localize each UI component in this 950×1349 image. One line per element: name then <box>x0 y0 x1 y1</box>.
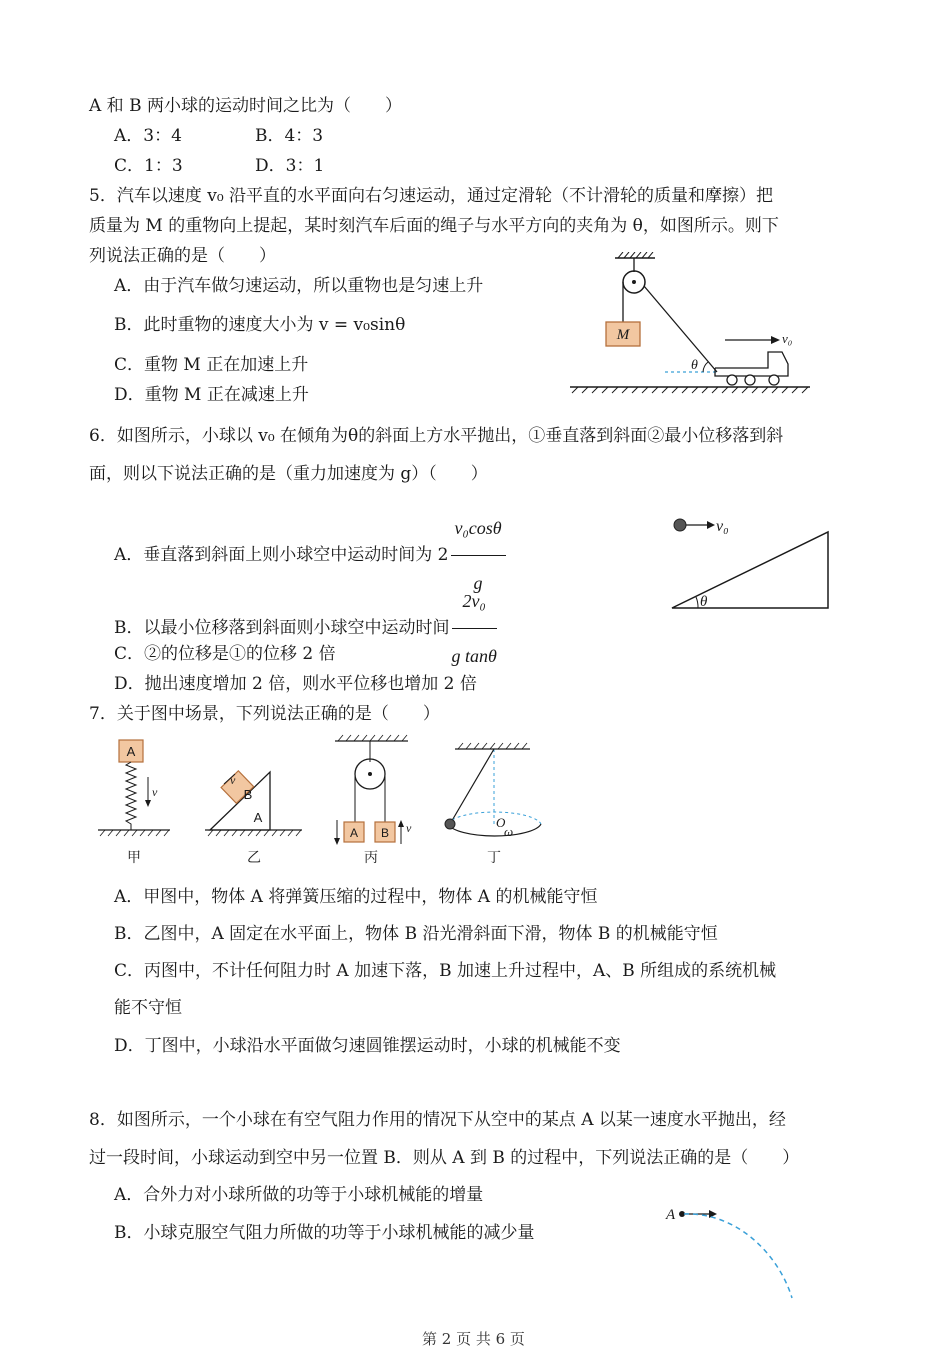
q6-option-b-text: B．以最小位移落到斜面则小球空中运动时间 <box>114 618 450 638</box>
q6-option-a-denominator: g <box>473 573 483 593</box>
q8-point-a-label: A <box>666 1207 676 1223</box>
q7-option-c: C．丙图中，不计任何阻力时 A 加速下落，B 加速上升过程中，A、B 所组成的系统机械 <box>114 961 777 981</box>
q4-option-b: B．4：3 <box>255 126 324 146</box>
q7-option-d: D．丁图中，小球沿水平面做匀速圆锥摆运动时，小球的机械能不变 <box>114 1036 621 1056</box>
q7-scene-bing <box>334 735 412 866</box>
q5-theta-label: θ <box>691 358 698 373</box>
svg-text:丙: 丙 <box>364 850 378 866</box>
page-footer: 第 2 页 共 6 页 <box>422 1330 525 1348</box>
q8-stem-line1: 8．如图所示，一个小球在有空气阻力作用的情况下从空中的某点 A 以某一速度水平抛出，经 <box>89 1110 786 1130</box>
q6-option-b-numerator: 2v₀ <box>452 575 497 629</box>
q7-scene-ding <box>445 743 541 866</box>
q7-scenes-figure <box>90 732 550 867</box>
q5-stem-line2: 质量为 M 的重物向上提起，某时刻汽车后面的绳子与水平方向的夹角为 θ，如图所示。则下 <box>89 216 779 236</box>
q5-mass-label: M <box>616 327 630 343</box>
svg-text:v: v <box>406 821 412 835</box>
svg-text:v: v <box>230 773 236 787</box>
q6-theta-label: θ <box>700 594 708 610</box>
svg-text:丁: 丁 <box>487 850 501 866</box>
q7-scene-jia <box>98 740 170 866</box>
q8-option-a: A．合外力对小球所做的功等于小球机械能的增量 <box>114 1185 484 1205</box>
q6-ball-icon <box>674 519 686 531</box>
q6-incline-figure <box>660 510 840 615</box>
q6-option-a-text: A．垂直落到斜面上则小球空中运动时间为 2 <box>114 545 449 565</box>
q6-stem-line1: 6．如图所示，小球以 v₀ 在倾角为θ的斜面上方水平抛出，①垂直落到斜面②最小位移落到斜 <box>89 426 784 446</box>
svg-text:乙: 乙 <box>247 850 261 866</box>
q5-option-c: C．重物 M 正在加速上升 <box>114 355 309 375</box>
q8-trajectory-path <box>684 1214 792 1298</box>
q6-option-b <box>114 575 499 682</box>
q7-option-a: A．甲图中，物体 A 将弹簧压缩的过程中，物体 A 的机械能守恒 <box>114 887 598 907</box>
svg-text:v: v <box>152 785 158 799</box>
svg-text:B: B <box>243 787 253 802</box>
q6-option-d: D．抛出速度增加 2 倍，则水平位移也增加 2 倍 <box>114 674 477 694</box>
q7-option-b: B．乙图中，A 固定在水平面上，物体 B 沿光滑斜面下滑，物体 B 的机械能守恒 <box>114 924 718 944</box>
svg-text:甲: 甲 <box>127 850 141 866</box>
svg-text:A: A <box>126 744 136 759</box>
q7-option-c-cont: 能不守恒 <box>114 998 182 1018</box>
q8-trajectory-figure <box>660 1198 810 1308</box>
q6-option-b-denominator: g tanθ <box>451 646 497 666</box>
q4-option-a: A．3：4 <box>114 126 182 146</box>
q6-velocity-label: v₀ <box>716 518 729 535</box>
q5-option-a: A．由于汽车做匀速运动，所以重物也是匀速上升 <box>114 276 484 296</box>
q6-option-a-numerator: v₀cosθ <box>451 502 506 556</box>
q4-option-c: C．1：3 <box>114 156 183 176</box>
q7-stem: 7．关于图中场景，下列说法正确的是（ ） <box>89 704 440 724</box>
q8-stem-line2: 过一段时间，小球运动到空中另一位置 B．则从 A 到 B 的过程中，下列说法正确的是（ ） <box>89 1148 800 1168</box>
q5-pulley-truck-figure <box>560 252 820 402</box>
svg-text:B: B <box>380 826 390 840</box>
q5-velocity-label: v₀ <box>782 331 793 346</box>
q6-option-c: C．②的位移是①的位移 2 倍 <box>114 644 336 664</box>
q5-option-d: D．重物 M 正在减速上升 <box>114 385 309 405</box>
svg-text:A: A <box>349 826 359 840</box>
q6-stem-line2: 面，则以下说法正确的是（重力加速度为 g）（ ） <box>89 464 488 484</box>
svg-text:O: O <box>496 815 506 830</box>
svg-text:ω: ω <box>504 824 514 839</box>
q7-scene-yi <box>205 771 302 866</box>
q6-option-b-fraction <box>452 575 497 682</box>
q4-stem: A 和 B 两小球的运动时间之比为（ ） <box>89 96 402 116</box>
svg-text:A: A <box>253 810 263 825</box>
q4-option-d: D．3：1 <box>255 156 325 176</box>
q5-truck-icon <box>715 352 788 385</box>
q8-option-b: B．小球克服空气阻力所做的功等于小球机械能的减少量 <box>114 1223 535 1243</box>
q5-stem-line3: 列说法正确的是（ ） <box>89 246 276 266</box>
q5-option-b: B．此时重物的速度大小为 v = v₀sinθ <box>114 315 406 335</box>
q5-stem-line1: 5．汽车以速度 v₀ 沿平直的水平面向右匀速运动，通过定滑轮（不计滑轮的质量和摩擦）把 <box>89 186 774 206</box>
